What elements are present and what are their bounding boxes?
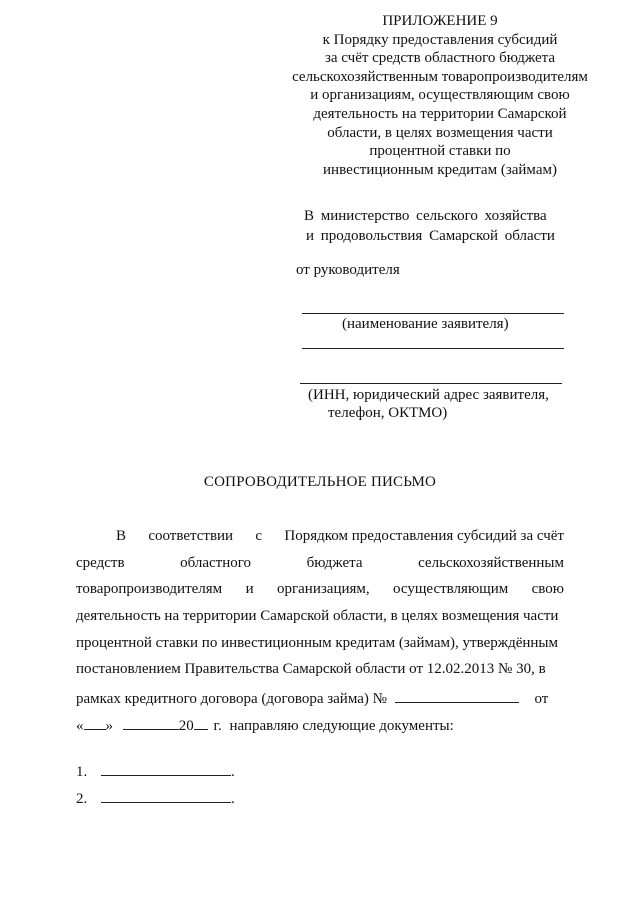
appendix-line: деятельность на территории Самарской (313, 105, 567, 122)
appendix-line: и организациям, осуществляющим свою (310, 87, 570, 104)
year-blank (194, 715, 208, 730)
body-line: товаропроизводителям и организациям, осуществляющим свою (76, 581, 564, 597)
document-blank (101, 761, 231, 776)
addressee-line: и продовольствия Самарской области (306, 228, 555, 244)
body-line: рамках кредитного договора (договора займа) № от (76, 688, 564, 708)
appendix-line: сельскохозяйственным товаропроизводителям (292, 68, 588, 85)
applicant-details-caption-2: телефон, ОКТМО) (328, 405, 448, 421)
addressee-line: В министерство сельского хозяйства (304, 208, 547, 224)
applicant-details-caption: (ИНН, юридический адрес заявителя, (308, 387, 549, 403)
contract-number-blank (395, 688, 519, 703)
applicant-name-line-2 (302, 348, 564, 349)
body-line: деятельность на территории Самарской области, в целях возмещения части (76, 608, 559, 624)
appendix-header (290, 12, 590, 179)
applicant-details-line (300, 383, 562, 384)
appendix-title: ПРИЛОЖЕНИЕ 9 (382, 13, 498, 29)
body-line: процентной ставки по инвестиционным кредитам (займам), утверждённым (76, 635, 558, 651)
letter-title: СОПРОВОДИТЕЛЬНОЕ ПИСЬМО (203, 474, 437, 490)
document-blank (101, 788, 231, 803)
appendix-line: процентной ставки по (369, 143, 511, 160)
day-blank (84, 715, 106, 730)
month-blank (123, 715, 179, 730)
list-item: 2. . (76, 788, 235, 808)
body-line: « » 20 г. направляю следующие документы: (76, 715, 564, 735)
appendix-line: за счёт средств областного бюджета (324, 50, 556, 67)
body-line: В соответствии с Порядком предоставления субсидий за счёт (116, 528, 564, 544)
body-line: постановлением Правительства Самарской области от 12.02.2013 № 30, в (76, 661, 546, 677)
body-line: средств областного бюджета сельскохозяйственным (76, 555, 564, 571)
appendix-line: инвестиционным кредитам (займам) (323, 161, 557, 178)
appendix-line: к Порядку предоставления субсидий (322, 31, 558, 48)
list-item: 1. . (76, 761, 235, 781)
applicant-name-line (302, 313, 564, 314)
applicant-name-caption: (наименование заявителя) (342, 316, 509, 332)
from-label: от руководителя (296, 262, 400, 278)
addressee-block (304, 206, 555, 246)
appendix-line: области, в целях возмещения части (327, 124, 553, 141)
